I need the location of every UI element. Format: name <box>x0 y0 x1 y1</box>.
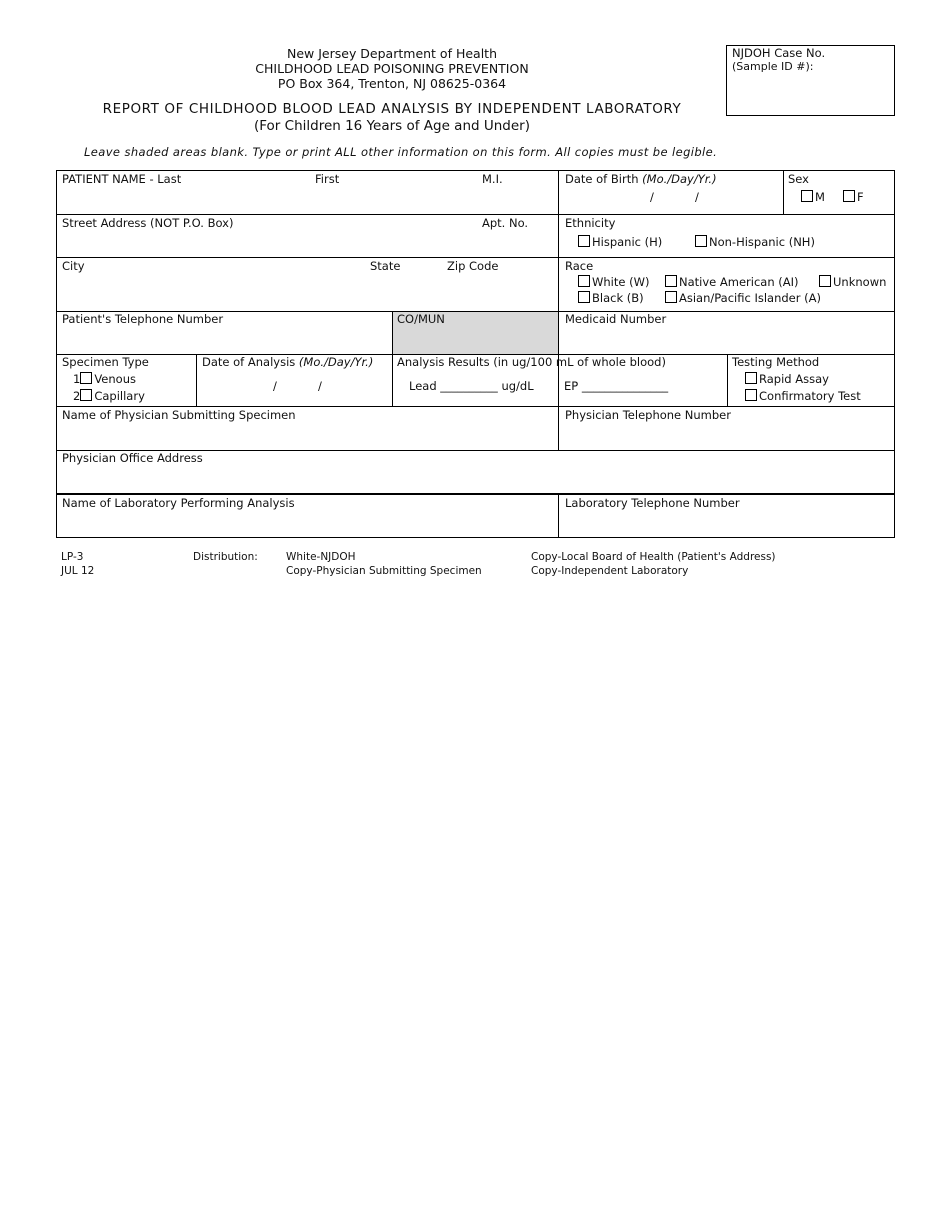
checkbox-icon[interactable] <box>578 291 590 303</box>
method-confirmatory-option[interactable] <box>745 389 861 403</box>
hispanic-label: Hispanic (H) <box>592 235 663 249</box>
form-subtitle: (For Children 16 Years of Age and Under) <box>253 118 530 134</box>
patient-mi-label: M.I. <box>482 172 503 186</box>
report-form <box>56 170 895 538</box>
sex-label: Sex <box>788 172 809 186</box>
distribution-laboratory: Copy-Independent Laboratory <box>531 565 689 577</box>
dob-separator: / <box>650 190 654 204</box>
specimen-type-label: Specimen Type <box>62 355 149 369</box>
distribution-njdoh: White-NJDOH <box>286 551 356 563</box>
checkbox-icon[interactable] <box>578 275 590 287</box>
race-unknown-option[interactable] <box>819 275 886 289</box>
checkbox-icon[interactable] <box>801 190 813 202</box>
form-date: JUL 12 <box>61 565 95 577</box>
zip-code-label: Zip Code <box>447 259 499 273</box>
dob-separator: / <box>695 190 699 204</box>
sex-male-option[interactable] <box>801 190 825 204</box>
state-label: State <box>370 259 401 273</box>
program-name: CHILDHOOD LEAD POISONING PREVENTION <box>255 61 529 76</box>
capillary-label: Capillary <box>94 389 145 403</box>
patient-phone-label: Patient's Telephone Number <box>62 312 224 326</box>
medicaid-number-label: Medicaid Number <box>565 312 667 326</box>
venous-number: 1 <box>73 372 81 386</box>
method-rapid-option[interactable] <box>745 372 829 386</box>
sex-female-option[interactable] <box>843 190 864 204</box>
checkbox-icon[interactable] <box>745 372 757 384</box>
race-white-option[interactable] <box>578 275 649 289</box>
distribution-label: Distribution: <box>193 551 258 563</box>
analysis-date-label <box>202 355 373 369</box>
specimen-capillary-option[interactable] <box>73 389 145 403</box>
checkbox-icon[interactable] <box>745 389 757 401</box>
checkbox-icon[interactable] <box>80 372 92 384</box>
analysis-results-label: Analysis Results (in ug/100 mL of whole blood) <box>397 355 666 369</box>
race-label: Race <box>565 259 594 273</box>
analysis-date-text: Date of Analysis <box>202 355 296 369</box>
sex-female-label: F <box>857 190 864 204</box>
analysis-date-format: (Mo./Day/Yr.) <box>298 355 374 369</box>
dob-format: (Mo./Day/Yr.) <box>642 172 717 186</box>
confirmatory-test-label: Confirmatory Test <box>759 389 861 403</box>
lab-phone-label: Laboratory Telephone Number <box>565 496 740 510</box>
form-id: LP-3 <box>61 551 84 563</box>
street-address-label: Street Address (NOT P.O. Box) <box>62 216 234 230</box>
form-title: REPORT OF CHILDHOOD BLOOD LEAD ANALYSIS BY INDEPENDENT LABORATORY <box>102 101 682 117</box>
distribution-board-of-health: Copy-Local Board of Health (Patient's Address) <box>531 551 776 563</box>
lead-result-field[interactable]: Lead __________ ug/dL <box>409 379 534 393</box>
ethnicity-label: Ethnicity <box>565 216 616 230</box>
race-black-label: Black (B) <box>592 291 644 305</box>
race-native-label: Native American (AI) <box>679 275 799 289</box>
instructions: Leave shaded areas blank. Type or print ALL other information on this form. All copies must be legible. <box>84 145 718 159</box>
dob-label <box>565 172 717 186</box>
race-asian-option[interactable] <box>665 291 821 305</box>
non-hispanic-label: Non-Hispanic (NH) <box>709 235 815 249</box>
venous-label: Venous <box>94 372 136 386</box>
ep-result-field[interactable]: EP _______________ <box>564 379 669 393</box>
program-address: PO Box 364, Trenton, NJ 08625-0364 <box>277 76 507 91</box>
checkbox-icon[interactable] <box>578 235 590 247</box>
apt-number-label: Apt. No. <box>482 216 529 230</box>
case-number-label: NJDOH Case No. <box>732 46 826 60</box>
race-unknown-label: Unknown <box>833 275 887 289</box>
analysis-date-separator: / <box>273 379 277 393</box>
testing-method-label: Testing Method <box>732 355 820 369</box>
race-asian-label: Asian/Pacific Islander (A) <box>679 291 821 305</box>
physician-phone-label: Physician Telephone Number <box>565 408 731 422</box>
checkbox-icon[interactable] <box>843 190 855 202</box>
race-black-option[interactable] <box>578 291 644 305</box>
city-label: City <box>62 259 85 273</box>
race-white-label: White (W) <box>592 275 650 289</box>
distribution-physician: Copy-Physician Submitting Specimen <box>286 565 482 577</box>
checkbox-icon[interactable] <box>665 275 677 287</box>
patient-first-name-label: First <box>315 172 340 186</box>
sample-id-label: (Sample ID #): <box>732 60 814 73</box>
capillary-number: 2 <box>73 389 81 403</box>
checkbox-icon[interactable] <box>80 389 92 401</box>
physician-address-label: Physician Office Address <box>62 451 203 465</box>
specimen-venous-option[interactable] <box>73 372 136 386</box>
sex-male-label: M <box>815 190 825 204</box>
case-number-box[interactable] <box>726 45 895 116</box>
race-native-option[interactable] <box>665 275 799 289</box>
physician-name-label: Name of Physician Submitting Specimen <box>62 408 296 422</box>
ethnicity-non-hispanic-option[interactable] <box>695 235 815 249</box>
dob-label-text: Date of Birth <box>565 172 639 186</box>
rapid-assay-label: Rapid Assay <box>759 372 829 386</box>
comun-label: CO/MUN <box>397 312 445 326</box>
analysis-date-separator: / <box>318 379 322 393</box>
checkbox-icon[interactable] <box>665 291 677 303</box>
checkbox-icon[interactable] <box>819 275 831 287</box>
ethnicity-hispanic-option[interactable] <box>578 235 662 249</box>
patient-last-name-label: PATIENT NAME - Last <box>62 172 182 186</box>
checkbox-icon[interactable] <box>695 235 707 247</box>
department-name: New Jersey Department of Health <box>286 46 497 61</box>
lab-name-label: Name of Laboratory Performing Analysis <box>62 496 295 510</box>
